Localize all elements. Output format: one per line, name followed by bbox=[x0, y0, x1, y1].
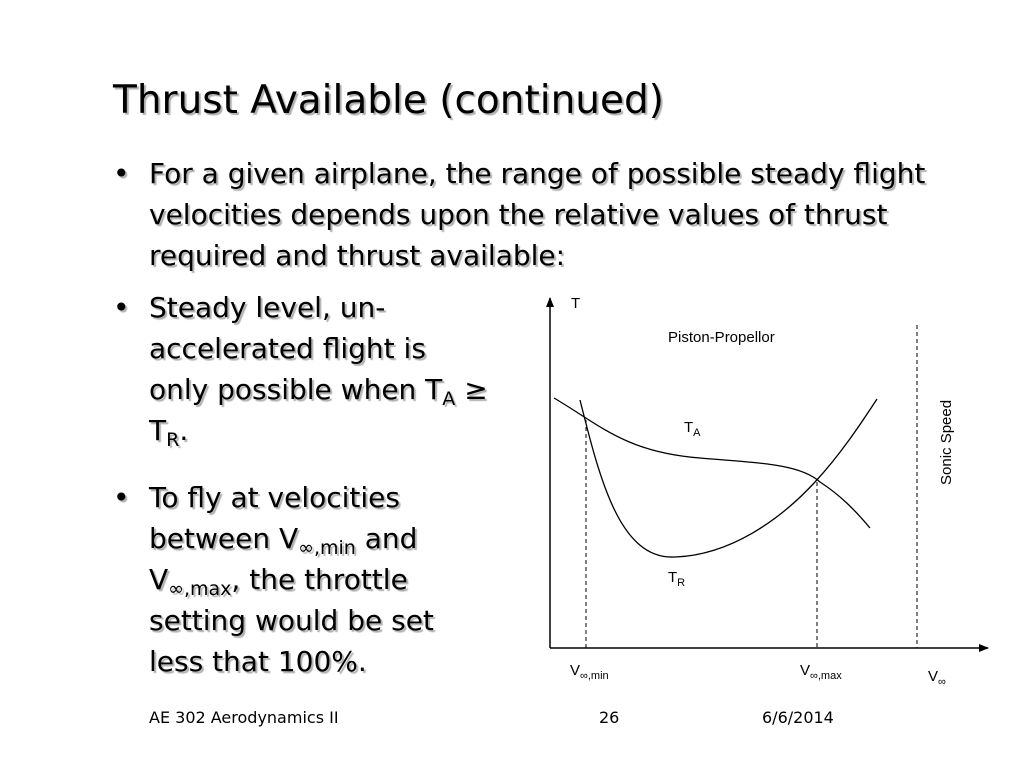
footer-page-number: 26 bbox=[599, 708, 620, 727]
marker-label-vmax: $V_{\infty,max}$ bbox=[800, 662, 842, 682]
bullet-dot: • bbox=[113, 481, 130, 514]
bullet-text: For a given airplane, the range of possible steady flight velocities depends upon the relative values of thrust required and thrust available: bbox=[149, 157, 926, 272]
y-axis-label: T bbox=[571, 295, 581, 312]
series-thrust-required bbox=[580, 399, 877, 557]
chart-title: Piston-Propellor bbox=[668, 329, 775, 346]
slide-title: Thrust Available (continued) bbox=[113, 78, 664, 123]
footer-date: 6/6/2014 bbox=[762, 708, 834, 727]
series-label-thrust-available: $T_A$ bbox=[684, 419, 701, 439]
marker-label-vmin: $V_{\infty,min}$ bbox=[570, 662, 609, 682]
footer-course: AE 302 Aerodynamics II bbox=[149, 708, 339, 727]
x-axis-label: $V_\infty$ bbox=[928, 668, 946, 688]
bullet-dot: • bbox=[113, 291, 130, 324]
bullet-text: To fly at velocities between $V_{\infty,min}$ and $V_{\infty,max}$, the throttle setting would be set less that 100%. bbox=[149, 481, 434, 678]
series-thrust-available bbox=[554, 398, 870, 528]
bullet-dot: • bbox=[113, 157, 130, 190]
sonic-speed-label: Sonic Speed bbox=[938, 399, 955, 485]
bullet-text: Steady level, un-accelerated flight is only possible when $T_A \ge T_R$. bbox=[149, 291, 488, 451]
series-label-thrust-required: $T_R$ bbox=[668, 569, 686, 589]
